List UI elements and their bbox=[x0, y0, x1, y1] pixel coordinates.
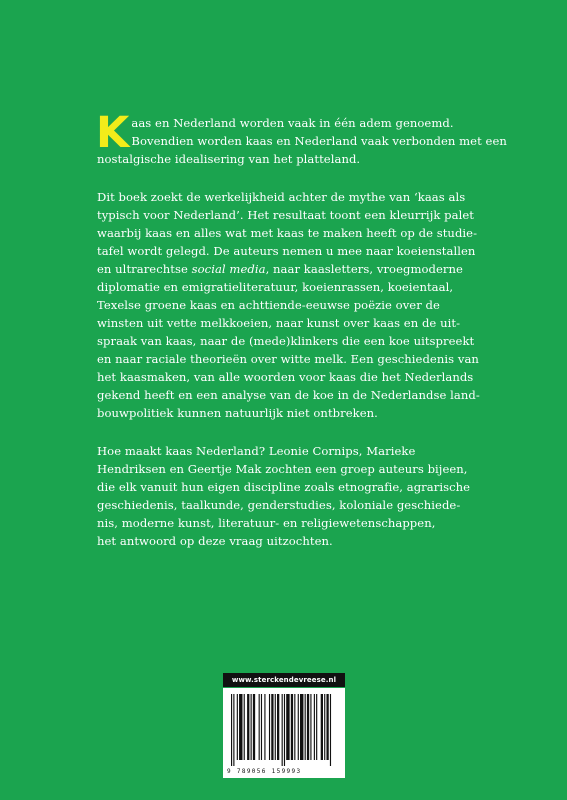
publisher-url: www.sterckendevreese.nl bbox=[223, 673, 345, 687]
text-line: diplomatie en emigratieliteratuur, koeienrassen, koeientaal, bbox=[97, 280, 454, 294]
text-line: geschiedenis, taalkunde, genderstudies, koloniale geschiede- bbox=[97, 498, 461, 512]
description-paragraph bbox=[97, 188, 480, 422]
text-line: waarbij kaas en alles wat met kaas te maken heeft op de studie- bbox=[97, 226, 478, 240]
text-line bbox=[97, 260, 477, 278]
text-line: spraak van kaas, naar de (mede)klinkers die een koe uitspreekt bbox=[97, 334, 475, 348]
isbn-number: 9 789056 159993 bbox=[227, 768, 302, 775]
text-line: aas en Nederland worden vaak in één adem genoemd. bbox=[131, 116, 454, 130]
text-line: die elk vanuit hun eigen discipline zoals etnografie, agrarische bbox=[97, 480, 471, 494]
barcode-panel bbox=[223, 688, 345, 778]
text-line: Hoe maakt kaas Nederland? Leonie Cornips, Marieke bbox=[97, 444, 416, 458]
text-line: typisch voor Nederland’. Het resultaat toont een kleurrijk palet bbox=[97, 208, 474, 222]
text-segment: en ultrarechtse bbox=[97, 262, 192, 276]
text-line: gekend heeft en een analyse van de koe in de Nederlandse land- bbox=[97, 388, 480, 402]
intro-paragraph bbox=[96, 108, 507, 168]
text-line: het antwoord op deze vraag uitzochten. bbox=[97, 534, 333, 548]
text-line: tafel wordt gelegd. De auteurs nemen u mee naar koeienstallen bbox=[97, 244, 476, 258]
text-line: winsten uit vette melkkoeien, naar kunst over kaas en de uit- bbox=[97, 316, 461, 330]
text-line: bouwpolitiek kunnen natuurlijk niet ontbreken. bbox=[97, 406, 378, 420]
barcode-icon bbox=[229, 694, 339, 768]
text-line: nis, moderne kunst, literatuur- en religiewetenschappen, bbox=[97, 516, 436, 530]
back-cover-blurb bbox=[96, 108, 507, 568]
text-line: Dit boek zoekt de werkelijkheid achter de mythe van ‘kaas als bbox=[97, 190, 466, 204]
text-line: nostalgische idealisering van het platteland. bbox=[97, 152, 361, 166]
authors-paragraph bbox=[97, 442, 477, 550]
text-segment: , naar kaasletters, vroegmoderne bbox=[265, 262, 463, 276]
text-line: en naar raciale theorieën over witte melk. Een geschiedenis van bbox=[97, 352, 479, 366]
text-line: Texelse groene kaas en achttiende-eeuwse poëzie over de bbox=[97, 298, 440, 312]
isbn-barcode-block bbox=[223, 673, 345, 778]
italic-term: social media bbox=[191, 262, 266, 276]
text-line: Hendriksen en Geertje Mak zochten een groep auteurs bijeen, bbox=[97, 462, 468, 476]
drop-cap: K bbox=[96, 108, 130, 158]
text-line: Bovendien worden kaas en Nederland vaak verbonden met een bbox=[131, 134, 507, 148]
text-line: het kaasmaken, van alle woorden voor kaas die het Nederlands bbox=[97, 370, 474, 384]
